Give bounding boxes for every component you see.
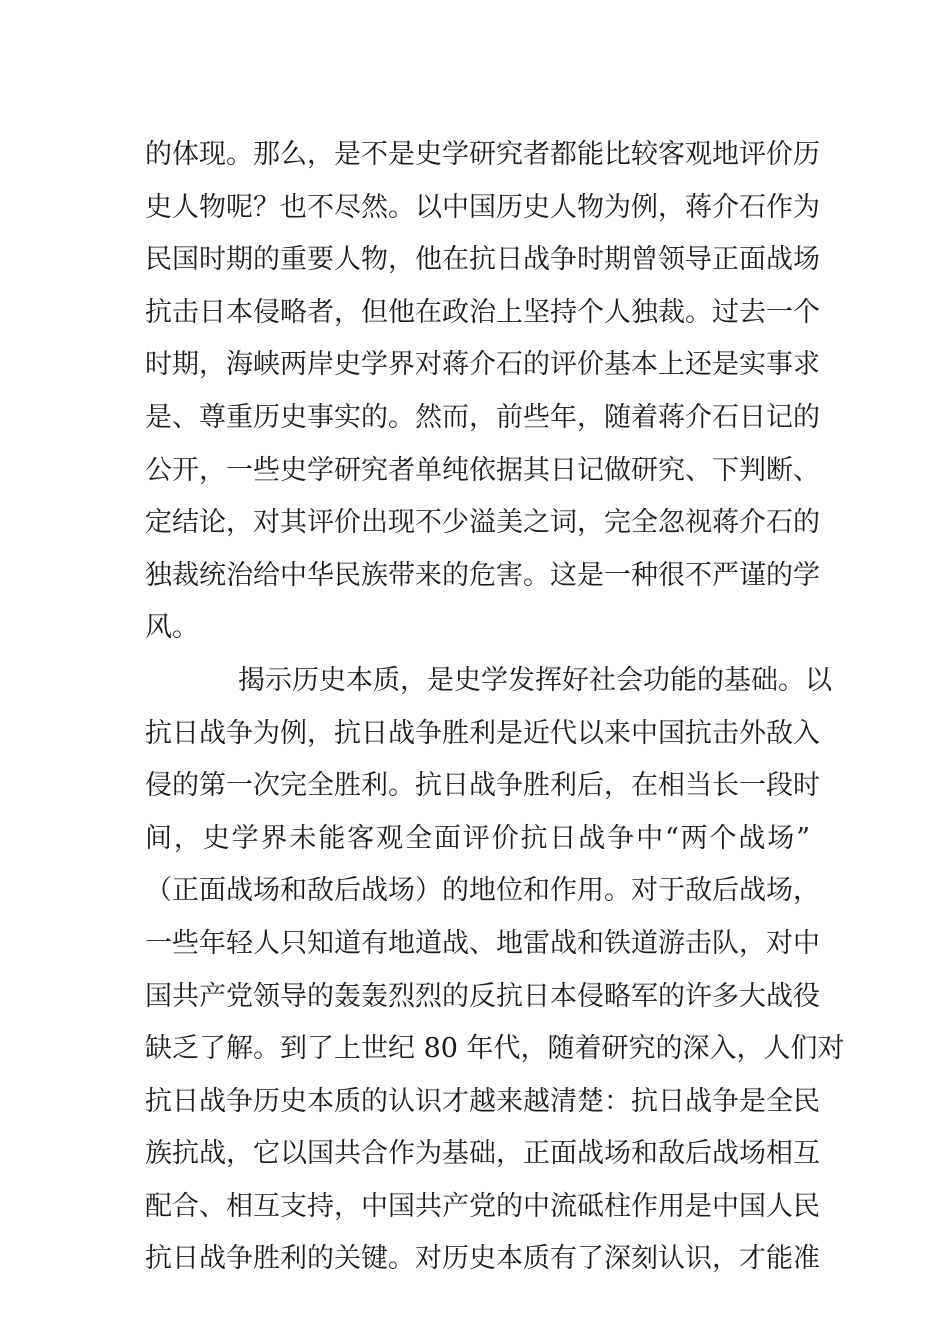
- paragraph-1: [145, 129, 820, 655]
- text-line: 的体现。那么，是不是史学研究者都能比较客观地评价历: [145, 139, 820, 170]
- text-line: 一些年轻人只知道有地道战、地雷战和铁道游击队，对中: [145, 927, 820, 959]
- text-line: 抗日战争胜利的关键。对历史本质有了深刻认识，才能准: [145, 1243, 820, 1275]
- text-line: 独裁统治给中华民族带来的危害。这是一种很不严谨的学: [145, 559, 820, 591]
- text-line: 间，史学界未能客观全面评价抗日战争中“两个战场”: [145, 822, 810, 854]
- text-line: 揭示历史本质，是史学发挥好社会功能的基础。以: [238, 664, 832, 696]
- text-line: 配合、相互支持，中国共产党的中流砥柱作用是中国人民: [145, 1190, 820, 1222]
- text-line: 风。: [145, 612, 199, 644]
- text-line: 时期，海峡两岸史学界对蒋介石的评价基本上还是实事求: [145, 349, 820, 381]
- text-line: 族抗战，它以国共合作为基础，正面战场和敌后战场相互: [145, 1138, 820, 1170]
- text-line: 民国时期的重要人物，他在抗日战争时期曾领导正面战场: [145, 244, 820, 276]
- text-line: 侵的第一次完全胜利。抗日战争胜利后，在相当长一段时: [145, 770, 820, 802]
- text-line: 抗日战争历史本质的认识才越来越清楚：抗日战争是全民: [145, 1085, 820, 1117]
- text-line: （正面战场和敌后战场）的地位和作用。对于敌后战场，: [145, 875, 820, 907]
- text-line: 抗日战争为例，抗日战争胜利是近代以来中国抗击外敌入: [145, 717, 820, 749]
- text-line: 抗击日本侵略者，但他在政治上坚持个人独裁。过去一个: [145, 296, 820, 328]
- paragraph-2: [145, 655, 845, 1286]
- document-body: [145, 129, 845, 1286]
- text-line: 国共产党领导的轰轰烈烈的反抗日本侵略军的许多大战役: [145, 980, 820, 1012]
- text-line: 史人物呢？也不尽然。以中国历史人物为例，蒋介石作为: [145, 191, 820, 223]
- text-line: 是、尊重历史事实的。然而，前些年，随着蒋介石日记的: [145, 401, 820, 433]
- text-line: 定结论，对其评价出现不少溢美之词，完全忽视蒋介石的: [145, 507, 820, 539]
- text-line: 公开，一些史学研究者单纯依据其日记做研究、下判断、: [145, 454, 820, 486]
- text-line: 缺乏了解。到了上世纪 80 年代，随着研究的深入，人们对: [145, 1033, 845, 1065]
